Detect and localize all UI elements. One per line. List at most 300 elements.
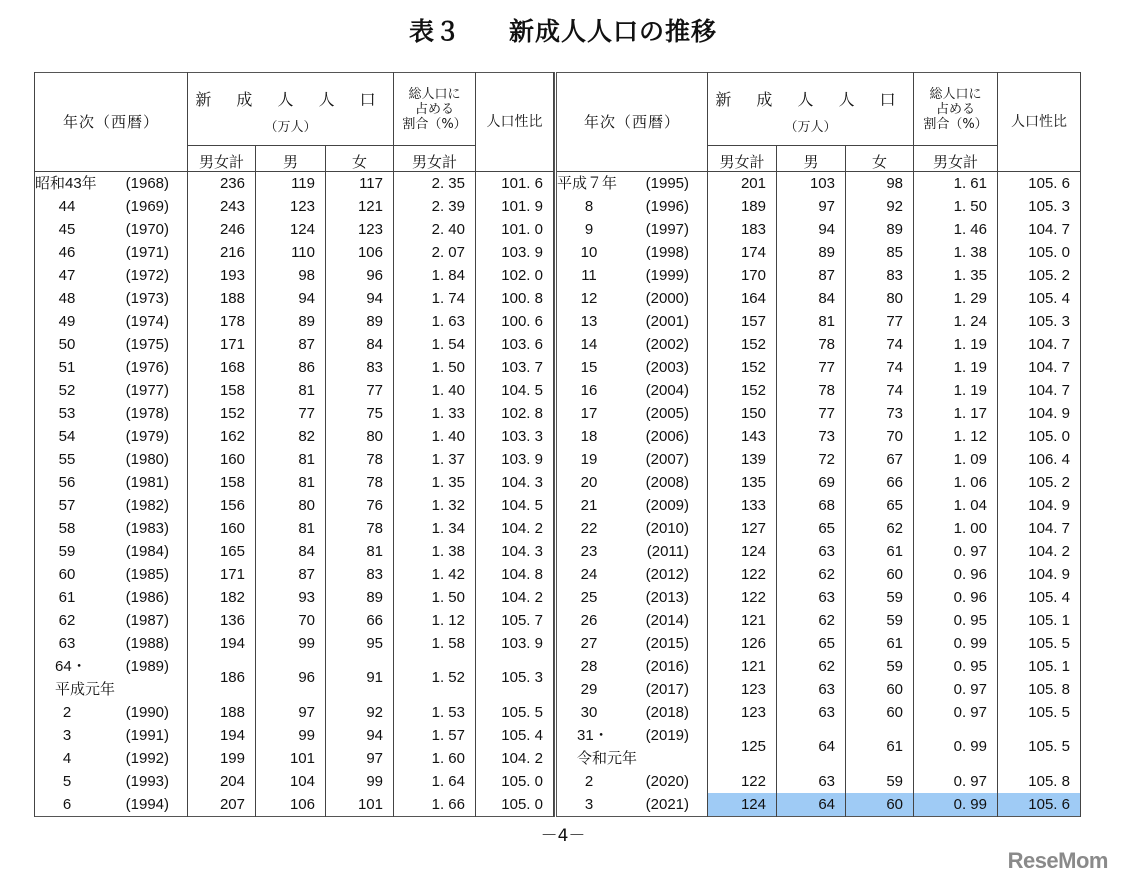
female-cell: 96 xyxy=(326,264,394,287)
sex-ratio-cell: 104. 7 xyxy=(998,356,1081,379)
share-cell: 1. 50 xyxy=(394,586,476,609)
male-cell: 62 xyxy=(777,563,846,586)
western-year: (2005) xyxy=(645,405,689,422)
western-year: (1982) xyxy=(125,497,169,514)
total-cell: 246 xyxy=(188,218,256,241)
era-year: 52 xyxy=(58,382,76,399)
total-cell: 152 xyxy=(708,333,777,356)
total-cell: 127 xyxy=(708,517,777,540)
female-cell: 89 xyxy=(326,310,394,333)
year-cell xyxy=(556,218,708,241)
era-year: 平成７年 xyxy=(557,175,618,192)
share-cell: 1. 46 xyxy=(914,218,998,241)
sex-ratio-cell: 103. 3 xyxy=(476,425,554,448)
year-cell xyxy=(35,218,188,241)
era-year: 63 xyxy=(58,635,76,652)
western-year: (1970) xyxy=(125,221,169,238)
year-cell xyxy=(556,264,708,287)
sex-ratio-cell: 103. 6 xyxy=(476,333,554,356)
share-cell: 1. 19 xyxy=(914,333,998,356)
era-year: 4 xyxy=(62,750,72,767)
header-share-line1: 総人口に xyxy=(929,86,982,102)
year-cell xyxy=(556,586,708,609)
sex-ratio-cell: 105. 0 xyxy=(476,770,554,793)
male-cell: 70 xyxy=(256,609,326,632)
share-cell: 1. 35 xyxy=(914,264,998,287)
share-cell: 1. 40 xyxy=(394,425,476,448)
total-cell: 125 xyxy=(708,724,777,770)
total-cell: 171 xyxy=(188,563,256,586)
table-row xyxy=(35,172,554,196)
total-cell: 160 xyxy=(188,448,256,471)
share-cell: 0. 97 xyxy=(914,540,998,563)
header-share-line2: 占める xyxy=(414,101,454,117)
year-cell xyxy=(35,310,188,333)
table-right xyxy=(554,72,1081,817)
year-cell xyxy=(556,793,708,817)
year-cell xyxy=(35,586,188,609)
era-year: 44 xyxy=(58,198,76,215)
western-year: (2007) xyxy=(645,451,689,468)
female-cell: 92 xyxy=(326,701,394,724)
male-cell: 94 xyxy=(256,287,326,310)
share-cell: 0. 99 xyxy=(914,632,998,655)
sex-ratio-cell: 105. 4 xyxy=(998,586,1081,609)
female-cell: 59 xyxy=(846,770,914,793)
era-year: 54 xyxy=(58,428,76,445)
western-year: (2018) xyxy=(645,704,689,721)
year-cell xyxy=(35,701,188,724)
total-cell: 152 xyxy=(188,402,256,425)
table-row xyxy=(556,287,1081,310)
western-year: (1977) xyxy=(125,382,169,399)
share-cell: 1. 12 xyxy=(394,609,476,632)
header-male: 男 xyxy=(256,146,326,172)
share-cell: 1. 24 xyxy=(914,310,998,333)
year-cell xyxy=(556,701,708,724)
year-cell xyxy=(35,425,188,448)
sex-ratio-cell: 105. 0 xyxy=(476,793,554,817)
share-cell: 2. 40 xyxy=(394,218,476,241)
total-cell: 243 xyxy=(188,195,256,218)
sex-ratio-cell: 105. 5 xyxy=(998,724,1081,770)
sex-ratio-cell: 105. 3 xyxy=(476,655,554,701)
year-cell xyxy=(35,333,188,356)
female-cell: 60 xyxy=(846,563,914,586)
year-cell xyxy=(556,471,708,494)
year-cell xyxy=(556,448,708,471)
year-cell xyxy=(35,402,188,425)
sex-ratio-cell: 104. 7 xyxy=(998,333,1081,356)
year-cell xyxy=(556,632,708,655)
male-cell: 87 xyxy=(777,264,846,287)
western-year: (2010) xyxy=(645,520,689,537)
share-cell: 1. 57 xyxy=(394,724,476,747)
total-cell: 122 xyxy=(708,563,777,586)
male-cell: 73 xyxy=(777,425,846,448)
sex-ratio-cell: 105. 4 xyxy=(476,724,554,747)
population-tables xyxy=(34,72,1081,817)
female-cell: 60 xyxy=(846,678,914,701)
total-cell: 158 xyxy=(188,471,256,494)
era-year: 23 xyxy=(580,543,598,560)
era-name: 平成元年 xyxy=(55,681,116,698)
female-cell: 76 xyxy=(326,494,394,517)
female-cell: 77 xyxy=(846,310,914,333)
share-cell: 1. 66 xyxy=(394,793,476,817)
sex-ratio-cell: 104. 7 xyxy=(998,218,1081,241)
male-cell: 78 xyxy=(777,379,846,402)
male-cell: 119 xyxy=(256,172,326,196)
era-year: 49 xyxy=(58,313,76,330)
share-cell: 1. 32 xyxy=(394,494,476,517)
female-cell: 78 xyxy=(326,471,394,494)
year-cell xyxy=(35,379,188,402)
table-row xyxy=(35,517,554,540)
female-cell: 61 xyxy=(846,632,914,655)
table-row xyxy=(556,793,1081,817)
sex-ratio-cell: 101. 0 xyxy=(476,218,554,241)
table-row xyxy=(35,770,554,793)
male-cell: 89 xyxy=(256,310,326,333)
female-cell: 99 xyxy=(326,770,394,793)
year-cell xyxy=(556,402,708,425)
table-row xyxy=(556,195,1081,218)
header-total: 男女計 xyxy=(708,146,777,172)
era-year: 31・ xyxy=(577,727,609,744)
share-cell: 0. 97 xyxy=(914,678,998,701)
era-year: 8 xyxy=(584,198,594,215)
total-cell: 178 xyxy=(188,310,256,333)
share-cell: 1. 06 xyxy=(914,471,998,494)
female-cell: 74 xyxy=(846,379,914,402)
share-cell: 0. 96 xyxy=(914,586,998,609)
share-cell: 1. 00 xyxy=(914,517,998,540)
era-year: 6 xyxy=(62,796,72,813)
year-cell xyxy=(35,540,188,563)
table-row xyxy=(35,241,554,264)
era-year: 57 xyxy=(58,497,76,514)
sex-ratio-cell: 101. 6 xyxy=(476,172,554,196)
western-year: (1999) xyxy=(645,267,689,284)
era-year: 47 xyxy=(58,267,76,284)
era-year: 48 xyxy=(58,290,76,307)
header-sex-ratio: 人口性比 xyxy=(476,73,554,172)
table-row xyxy=(556,563,1081,586)
year-cell xyxy=(556,333,708,356)
table-row xyxy=(35,655,554,701)
total-cell: 171 xyxy=(188,333,256,356)
era-year: 17 xyxy=(580,405,598,422)
table-row xyxy=(35,471,554,494)
male-cell: 68 xyxy=(777,494,846,517)
female-cell: 81 xyxy=(326,540,394,563)
total-cell: 135 xyxy=(708,471,777,494)
era-year: 10 xyxy=(580,244,598,261)
year-cell xyxy=(556,517,708,540)
share-cell: 2. 39 xyxy=(394,195,476,218)
sex-ratio-cell: 104. 2 xyxy=(476,747,554,770)
female-cell: 83 xyxy=(326,356,394,379)
western-year: (2006) xyxy=(645,428,689,445)
total-cell: 157 xyxy=(708,310,777,333)
western-year: (1994) xyxy=(125,796,169,813)
table-row xyxy=(35,402,554,425)
share-cell: 1. 40 xyxy=(394,379,476,402)
male-cell: 82 xyxy=(256,425,326,448)
male-cell: 110 xyxy=(256,241,326,264)
era-year: 15 xyxy=(580,359,598,376)
male-cell: 89 xyxy=(777,241,846,264)
total-cell: 160 xyxy=(188,517,256,540)
era-year: 22 xyxy=(580,520,598,537)
total-cell: 183 xyxy=(708,218,777,241)
total-cell: 186 xyxy=(188,655,256,701)
era-year: 50 xyxy=(58,336,76,353)
male-cell: 94 xyxy=(777,218,846,241)
male-cell: 77 xyxy=(777,402,846,425)
share-cell: 1. 84 xyxy=(394,264,476,287)
western-year: (2017) xyxy=(645,681,689,698)
era-year: 30 xyxy=(580,704,598,721)
western-year: (1978) xyxy=(125,405,169,422)
western-year: (1969) xyxy=(125,198,169,215)
male-cell: 64 xyxy=(777,724,846,770)
female-cell: 117 xyxy=(326,172,394,196)
total-cell: 126 xyxy=(708,632,777,655)
western-year: (1971) xyxy=(125,244,169,261)
male-cell: 63 xyxy=(777,678,846,701)
western-year: (1980) xyxy=(125,451,169,468)
male-cell: 124 xyxy=(256,218,326,241)
share-cell: 1. 38 xyxy=(914,241,998,264)
header-unit: （万人） xyxy=(264,120,317,135)
era-year: 21 xyxy=(580,497,598,514)
table-header xyxy=(556,73,1081,172)
page-number: －4－ xyxy=(540,826,586,846)
sex-ratio-cell: 104. 7 xyxy=(998,517,1081,540)
year-cell xyxy=(35,609,188,632)
male-cell: 87 xyxy=(256,563,326,586)
share-cell: 1. 19 xyxy=(914,356,998,379)
table-row xyxy=(556,632,1081,655)
male-cell: 98 xyxy=(256,264,326,287)
table-body xyxy=(556,172,1081,817)
western-year: (1991) xyxy=(125,727,169,744)
year-cell xyxy=(556,356,708,379)
sex-ratio-cell: 104. 8 xyxy=(476,563,554,586)
female-cell: 73 xyxy=(846,402,914,425)
share-cell: 0. 96 xyxy=(914,563,998,586)
year-cell xyxy=(556,172,708,196)
total-cell: 204 xyxy=(188,770,256,793)
sex-ratio-cell: 105. 6 xyxy=(998,172,1081,196)
share-cell: 1. 53 xyxy=(394,701,476,724)
table-row xyxy=(35,356,554,379)
table-row xyxy=(35,793,554,817)
year-cell xyxy=(556,494,708,517)
western-year: (2004) xyxy=(645,382,689,399)
sex-ratio-cell: 104. 9 xyxy=(998,563,1081,586)
total-cell: 199 xyxy=(188,747,256,770)
share-cell: 1. 33 xyxy=(394,402,476,425)
year-cell xyxy=(35,241,188,264)
female-cell: 74 xyxy=(846,356,914,379)
total-cell: 156 xyxy=(188,494,256,517)
table-row xyxy=(556,356,1081,379)
western-year: (1998) xyxy=(645,244,689,261)
female-cell: 77 xyxy=(326,379,394,402)
total-cell: 188 xyxy=(188,701,256,724)
header-share-total: 男女計 xyxy=(914,146,998,172)
male-cell: 65 xyxy=(777,632,846,655)
sex-ratio-cell: 105. 6 xyxy=(998,793,1081,817)
western-year: (1997) xyxy=(645,221,689,238)
total-cell: 152 xyxy=(708,356,777,379)
total-cell: 201 xyxy=(708,172,777,196)
table-row xyxy=(35,747,554,770)
era-year: 25 xyxy=(580,589,598,606)
table-row xyxy=(35,540,554,563)
sex-ratio-cell: 104. 3 xyxy=(476,471,554,494)
female-cell: 95 xyxy=(326,632,394,655)
female-cell: 97 xyxy=(326,747,394,770)
share-cell: 1. 61 xyxy=(914,172,998,196)
era-year: 60 xyxy=(58,566,76,583)
table-left xyxy=(34,72,554,817)
western-year: (1985) xyxy=(125,566,169,583)
era-year: 58 xyxy=(58,520,76,537)
female-cell: 59 xyxy=(846,655,914,678)
year-cell xyxy=(556,678,708,701)
sex-ratio-cell: 105. 2 xyxy=(998,471,1081,494)
female-cell: 78 xyxy=(326,448,394,471)
header-share-line3: 割合（%） xyxy=(402,116,467,132)
female-cell: 74 xyxy=(846,333,914,356)
era-year: 61 xyxy=(58,589,76,606)
era-year: 59 xyxy=(58,543,76,560)
total-cell: 165 xyxy=(188,540,256,563)
share-cell: 2. 07 xyxy=(394,241,476,264)
table-row xyxy=(35,310,554,333)
female-cell: 85 xyxy=(846,241,914,264)
table-row xyxy=(35,333,554,356)
female-cell: 98 xyxy=(846,172,914,196)
table-row xyxy=(35,264,554,287)
sex-ratio-cell: 105. 8 xyxy=(998,678,1081,701)
western-year: (2020) xyxy=(645,773,689,790)
western-year: (2012) xyxy=(645,566,689,583)
western-year: (1974) xyxy=(125,313,169,330)
share-cell: 1. 52 xyxy=(394,655,476,701)
female-cell: 80 xyxy=(846,287,914,310)
table-row xyxy=(35,724,554,747)
female-cell: 106 xyxy=(326,241,394,264)
era-year: 29 xyxy=(580,681,598,698)
male-cell: 81 xyxy=(256,517,326,540)
female-cell: 83 xyxy=(846,264,914,287)
table-row xyxy=(556,310,1081,333)
table-row xyxy=(35,586,554,609)
table-row xyxy=(556,770,1081,793)
western-year: (2016) xyxy=(645,658,689,675)
total-cell: 122 xyxy=(708,586,777,609)
western-year: (2013) xyxy=(645,589,689,606)
era-year: 64・ xyxy=(55,658,87,675)
era-year: 28 xyxy=(580,658,598,675)
share-cell: 1. 38 xyxy=(394,540,476,563)
table-row xyxy=(35,195,554,218)
table-row xyxy=(556,218,1081,241)
era-year: 昭和43年 xyxy=(35,175,97,192)
table-row xyxy=(556,494,1081,517)
era-year: 24 xyxy=(580,566,598,583)
share-cell: 1. 60 xyxy=(394,747,476,770)
female-cell: 89 xyxy=(846,218,914,241)
male-cell: 77 xyxy=(256,402,326,425)
sex-ratio-cell: 103. 9 xyxy=(476,241,554,264)
share-cell: 1. 64 xyxy=(394,770,476,793)
total-cell: 121 xyxy=(708,655,777,678)
table-row xyxy=(556,655,1081,678)
male-cell: 62 xyxy=(777,655,846,678)
western-year: (2002) xyxy=(645,336,689,353)
total-cell: 136 xyxy=(188,609,256,632)
year-cell xyxy=(35,172,188,196)
table-row xyxy=(35,287,554,310)
female-cell: 84 xyxy=(326,333,394,356)
female-cell: 62 xyxy=(846,517,914,540)
year-cell xyxy=(556,540,708,563)
table-row xyxy=(556,425,1081,448)
header-female: 女 xyxy=(326,146,394,172)
table-row xyxy=(556,471,1081,494)
female-cell: 70 xyxy=(846,425,914,448)
male-cell: 63 xyxy=(777,540,846,563)
total-cell: 236 xyxy=(188,172,256,196)
female-cell: 101 xyxy=(326,793,394,817)
share-cell: 1. 50 xyxy=(394,356,476,379)
sex-ratio-cell: 102. 8 xyxy=(476,402,554,425)
year-cell xyxy=(35,563,188,586)
sex-ratio-cell: 104. 5 xyxy=(476,494,554,517)
share-cell: 1. 58 xyxy=(394,632,476,655)
era-year: 46 xyxy=(58,244,76,261)
western-year: (1995) xyxy=(645,175,689,192)
header-group-title: 新 成 人 人 口 xyxy=(715,90,906,109)
sex-ratio-cell: 104. 2 xyxy=(998,540,1081,563)
table-row xyxy=(35,379,554,402)
sex-ratio-cell: 105. 1 xyxy=(998,655,1081,678)
table-row xyxy=(35,701,554,724)
year-cell xyxy=(35,356,188,379)
header-share-line3: 割合（%） xyxy=(923,116,988,132)
header-share-of-total xyxy=(914,73,998,146)
male-cell: 101 xyxy=(256,747,326,770)
female-cell: 67 xyxy=(846,448,914,471)
table-row xyxy=(556,333,1081,356)
table-body xyxy=(35,172,554,817)
year-cell xyxy=(35,770,188,793)
sex-ratio-cell: 105. 4 xyxy=(998,287,1081,310)
total-cell: 170 xyxy=(708,264,777,287)
era-year: 16 xyxy=(580,382,598,399)
western-year: (1996) xyxy=(645,198,689,215)
male-cell: 96 xyxy=(256,655,326,701)
sex-ratio-cell: 102. 0 xyxy=(476,264,554,287)
era-year: 56 xyxy=(58,474,76,491)
total-cell: 188 xyxy=(188,287,256,310)
